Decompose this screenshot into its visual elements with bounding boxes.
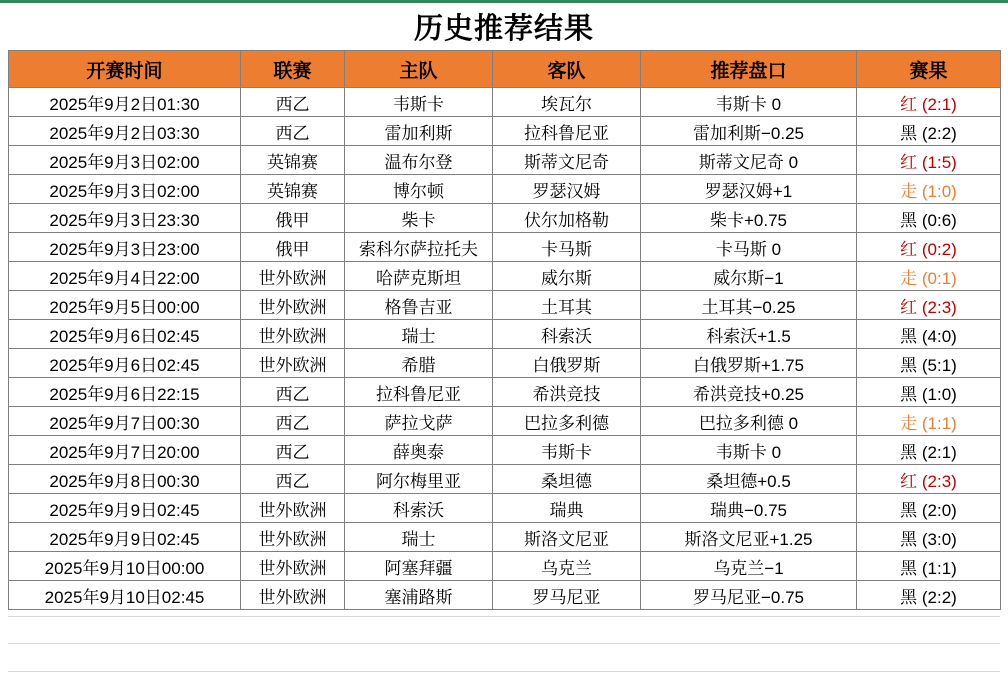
cell-away-team: 白俄罗斯 — [493, 349, 641, 378]
status-badge: 走 — [900, 181, 918, 201]
cell-time: 2025年9月4日22:00 — [9, 262, 241, 291]
cell-result — [857, 378, 1001, 407]
cell-league: 世外欧洲 — [241, 494, 345, 523]
table-row — [9, 146, 1001, 175]
cell-result — [857, 349, 1001, 378]
cell-home-team: 柴卡 — [345, 204, 493, 233]
status-badge: 黑 — [900, 210, 918, 230]
column-header-away: 客队 — [493, 51, 641, 88]
table-row — [9, 262, 1001, 291]
status-badge: 黑 — [900, 558, 918, 578]
cell-pick: 瑞典−0.75 — [641, 494, 857, 523]
result-score: (2:0) — [921, 500, 957, 520]
column-header-time: 开赛时间 — [9, 51, 241, 88]
result-score: (0:6) — [921, 210, 957, 230]
cell-league: 世外欧洲 — [241, 320, 345, 349]
history-results-table-container — [8, 50, 1000, 610]
cell-time: 2025年9月5日00:00 — [9, 291, 241, 320]
result-score: (1:1) — [921, 413, 957, 433]
table-row — [9, 117, 1001, 146]
column-header-home: 主队 — [345, 51, 493, 88]
cell-time: 2025年9月3日02:00 — [9, 175, 241, 204]
cell-league: 西乙 — [241, 436, 345, 465]
result-score: (0:1) — [921, 268, 957, 288]
status-badge: 黑 — [900, 442, 918, 462]
status-badge: 黑 — [900, 529, 918, 549]
cell-home-team: 阿尔梅里亚 — [345, 465, 493, 494]
table-row — [9, 552, 1001, 581]
page-title: 历史推荐结果 — [413, 13, 594, 45]
table-row — [9, 407, 1001, 436]
cell-time: 2025年9月2日03:30 — [9, 117, 241, 146]
table-row — [9, 581, 1001, 610]
cell-away-team: 土耳其 — [493, 291, 641, 320]
cell-result — [857, 320, 1001, 349]
cell-home-team: 拉科鲁尼亚 — [345, 378, 493, 407]
cell-pick: 韦斯卡 0 — [641, 436, 857, 465]
cell-pick: 威尔斯−1 — [641, 262, 857, 291]
cell-time: 2025年9月7日00:30 — [9, 407, 241, 436]
cell-away-team: 斯洛文尼亚 — [493, 523, 641, 552]
cell-result — [857, 204, 1001, 233]
cell-league: 俄甲 — [241, 233, 345, 262]
result-score: (3:0) — [921, 529, 957, 549]
cell-league: 西乙 — [241, 407, 345, 436]
cell-result — [857, 262, 1001, 291]
cell-result — [857, 552, 1001, 581]
status-badge: 黑 — [900, 500, 918, 520]
cell-pick: 科索沃+1.5 — [641, 320, 857, 349]
table-row — [9, 233, 1001, 262]
cell-result — [857, 291, 1001, 320]
column-header-result: 赛果 — [857, 51, 1001, 88]
table-row — [9, 88, 1001, 117]
status-badge: 黑 — [900, 587, 918, 607]
column-header-pick: 推荐盘口 — [641, 51, 857, 88]
cell-time: 2025年9月9日02:45 — [9, 494, 241, 523]
cell-result — [857, 581, 1001, 610]
result-score: (0:2) — [921, 239, 957, 259]
result-score: (2:3) — [921, 297, 957, 317]
cell-league: 世外欧洲 — [241, 349, 345, 378]
empty-rows-region — [8, 616, 1000, 672]
table-row — [9, 436, 1001, 465]
cell-away-team: 巴拉多利德 — [493, 407, 641, 436]
cell-time: 2025年9月2日01:30 — [9, 88, 241, 117]
cell-pick: 斯洛文尼亚+1.25 — [641, 523, 857, 552]
cell-home-team: 索科尔萨拉托夫 — [345, 233, 493, 262]
status-badge: 红 — [900, 152, 918, 172]
cell-result — [857, 146, 1001, 175]
cell-pick: 乌克兰−1 — [641, 552, 857, 581]
cell-league: 世外欧洲 — [241, 291, 345, 320]
cell-home-team: 雷加利斯 — [345, 117, 493, 146]
table-row — [9, 291, 1001, 320]
cell-result — [857, 233, 1001, 262]
result-score: (1:0) — [921, 181, 957, 201]
cell-home-team: 格鲁吉亚 — [345, 291, 493, 320]
cell-pick: 巴拉多利德 0 — [641, 407, 857, 436]
cell-pick: 罗马尼亚−0.75 — [641, 581, 857, 610]
cell-time: 2025年9月10日00:00 — [9, 552, 241, 581]
table-row — [9, 320, 1001, 349]
status-badge: 走 — [900, 413, 918, 433]
cell-league: 英锦赛 — [241, 175, 345, 204]
cell-away-team: 罗马尼亚 — [493, 581, 641, 610]
cell-league: 世外欧洲 — [241, 552, 345, 581]
empty-row — [8, 644, 1000, 672]
cell-result — [857, 175, 1001, 204]
cell-pick: 卡马斯 0 — [641, 233, 857, 262]
cell-league: 俄甲 — [241, 204, 345, 233]
status-badge: 黑 — [900, 326, 918, 346]
cell-away-team: 卡马斯 — [493, 233, 641, 262]
cell-time: 2025年9月10日02:45 — [9, 581, 241, 610]
cell-time: 2025年9月6日22:15 — [9, 378, 241, 407]
cell-home-team: 瑞士 — [345, 320, 493, 349]
cell-result — [857, 436, 1001, 465]
table-row — [9, 349, 1001, 378]
cell-result — [857, 407, 1001, 436]
table-row — [9, 204, 1001, 233]
cell-league: 西乙 — [241, 117, 345, 146]
cell-pick: 白俄罗斯+1.75 — [641, 349, 857, 378]
cell-result — [857, 465, 1001, 494]
cell-pick: 希洪竞技+0.25 — [641, 378, 857, 407]
cell-time: 2025年9月6日02:45 — [9, 349, 241, 378]
cell-home-team: 塞浦路斯 — [345, 581, 493, 610]
result-score: (2:3) — [921, 471, 957, 491]
cell-league: 英锦赛 — [241, 146, 345, 175]
cell-away-team: 韦斯卡 — [493, 436, 641, 465]
cell-away-team: 罗瑟汉姆 — [493, 175, 641, 204]
cell-away-team: 瑞典 — [493, 494, 641, 523]
cell-league: 西乙 — [241, 88, 345, 117]
result-score: (2:1) — [921, 94, 957, 114]
cell-home-team: 希腊 — [345, 349, 493, 378]
table-row — [9, 523, 1001, 552]
result-score: (5:1) — [921, 355, 957, 375]
cell-away-team: 科索沃 — [493, 320, 641, 349]
cell-result — [857, 117, 1001, 146]
cell-time: 2025年9月3日23:30 — [9, 204, 241, 233]
cell-home-team: 科索沃 — [345, 494, 493, 523]
cell-pick: 土耳其−0.25 — [641, 291, 857, 320]
table-row — [9, 465, 1001, 494]
cell-home-team: 哈萨克斯坦 — [345, 262, 493, 291]
column-header-league: 联赛 — [241, 51, 345, 88]
table-row — [9, 378, 1001, 407]
status-badge: 红 — [900, 471, 918, 491]
cell-league: 西乙 — [241, 378, 345, 407]
cell-away-team: 威尔斯 — [493, 262, 641, 291]
cell-home-team: 博尔顿 — [345, 175, 493, 204]
result-score: (1:1) — [921, 558, 957, 578]
cell-time: 2025年9月7日20:00 — [9, 436, 241, 465]
cell-home-team: 萨拉戈萨 — [345, 407, 493, 436]
cell-result — [857, 523, 1001, 552]
table-body — [9, 88, 1001, 610]
result-score: (2:2) — [921, 123, 957, 143]
cell-pick: 雷加利斯−0.25 — [641, 117, 857, 146]
cell-league: 世外欧洲 — [241, 262, 345, 291]
cell-away-team: 伏尔加格勒 — [493, 204, 641, 233]
top-rule-divider — [0, 0, 1008, 3]
cell-pick: 斯蒂文尼奇 0 — [641, 146, 857, 175]
cell-league: 世外欧洲 — [241, 581, 345, 610]
cell-result — [857, 88, 1001, 117]
cell-home-team: 韦斯卡 — [345, 88, 493, 117]
status-badge: 红 — [900, 94, 918, 114]
cell-home-team: 瑞士 — [345, 523, 493, 552]
status-badge: 黑 — [900, 123, 918, 143]
cell-league: 西乙 — [241, 465, 345, 494]
status-badge: 走 — [900, 268, 918, 288]
result-score: (1:0) — [921, 384, 957, 404]
cell-home-team: 温布尔登 — [345, 146, 493, 175]
cell-away-team: 希洪竞技 — [493, 378, 641, 407]
cell-time: 2025年9月3日02:00 — [9, 146, 241, 175]
cell-league: 世外欧洲 — [241, 523, 345, 552]
cell-result — [857, 494, 1001, 523]
status-badge: 黑 — [900, 355, 918, 375]
cell-time: 2025年9月8日00:30 — [9, 465, 241, 494]
cell-time: 2025年9月9日02:45 — [9, 523, 241, 552]
table-row — [9, 175, 1001, 204]
cell-time: 2025年9月3日23:00 — [9, 233, 241, 262]
result-score: (4:0) — [921, 326, 957, 346]
status-badge: 红 — [900, 297, 918, 317]
cell-home-team: 薛奥泰 — [345, 436, 493, 465]
result-score: (2:1) — [921, 442, 957, 462]
empty-row — [8, 616, 1000, 644]
cell-away-team: 乌克兰 — [493, 552, 641, 581]
cell-time: 2025年9月6日02:45 — [9, 320, 241, 349]
cell-pick: 罗瑟汉姆+1 — [641, 175, 857, 204]
result-score: (1:5) — [921, 152, 957, 172]
cell-pick: 桑坦德+0.5 — [641, 465, 857, 494]
status-badge: 红 — [900, 239, 918, 259]
cell-away-team: 斯蒂文尼奇 — [493, 146, 641, 175]
cell-away-team: 埃瓦尔 — [493, 88, 641, 117]
status-badge: 黑 — [900, 384, 918, 404]
table-header-row — [9, 51, 1001, 88]
cell-pick: 柴卡+0.75 — [641, 204, 857, 233]
cell-home-team: 阿塞拜疆 — [345, 552, 493, 581]
cell-pick: 韦斯卡 0 — [641, 88, 857, 117]
history-results-table — [8, 50, 1001, 610]
cell-away-team: 桑坦德 — [493, 465, 641, 494]
table-row — [9, 494, 1001, 523]
cell-away-team: 拉科鲁尼亚 — [493, 117, 641, 146]
result-score: (2:2) — [921, 587, 957, 607]
